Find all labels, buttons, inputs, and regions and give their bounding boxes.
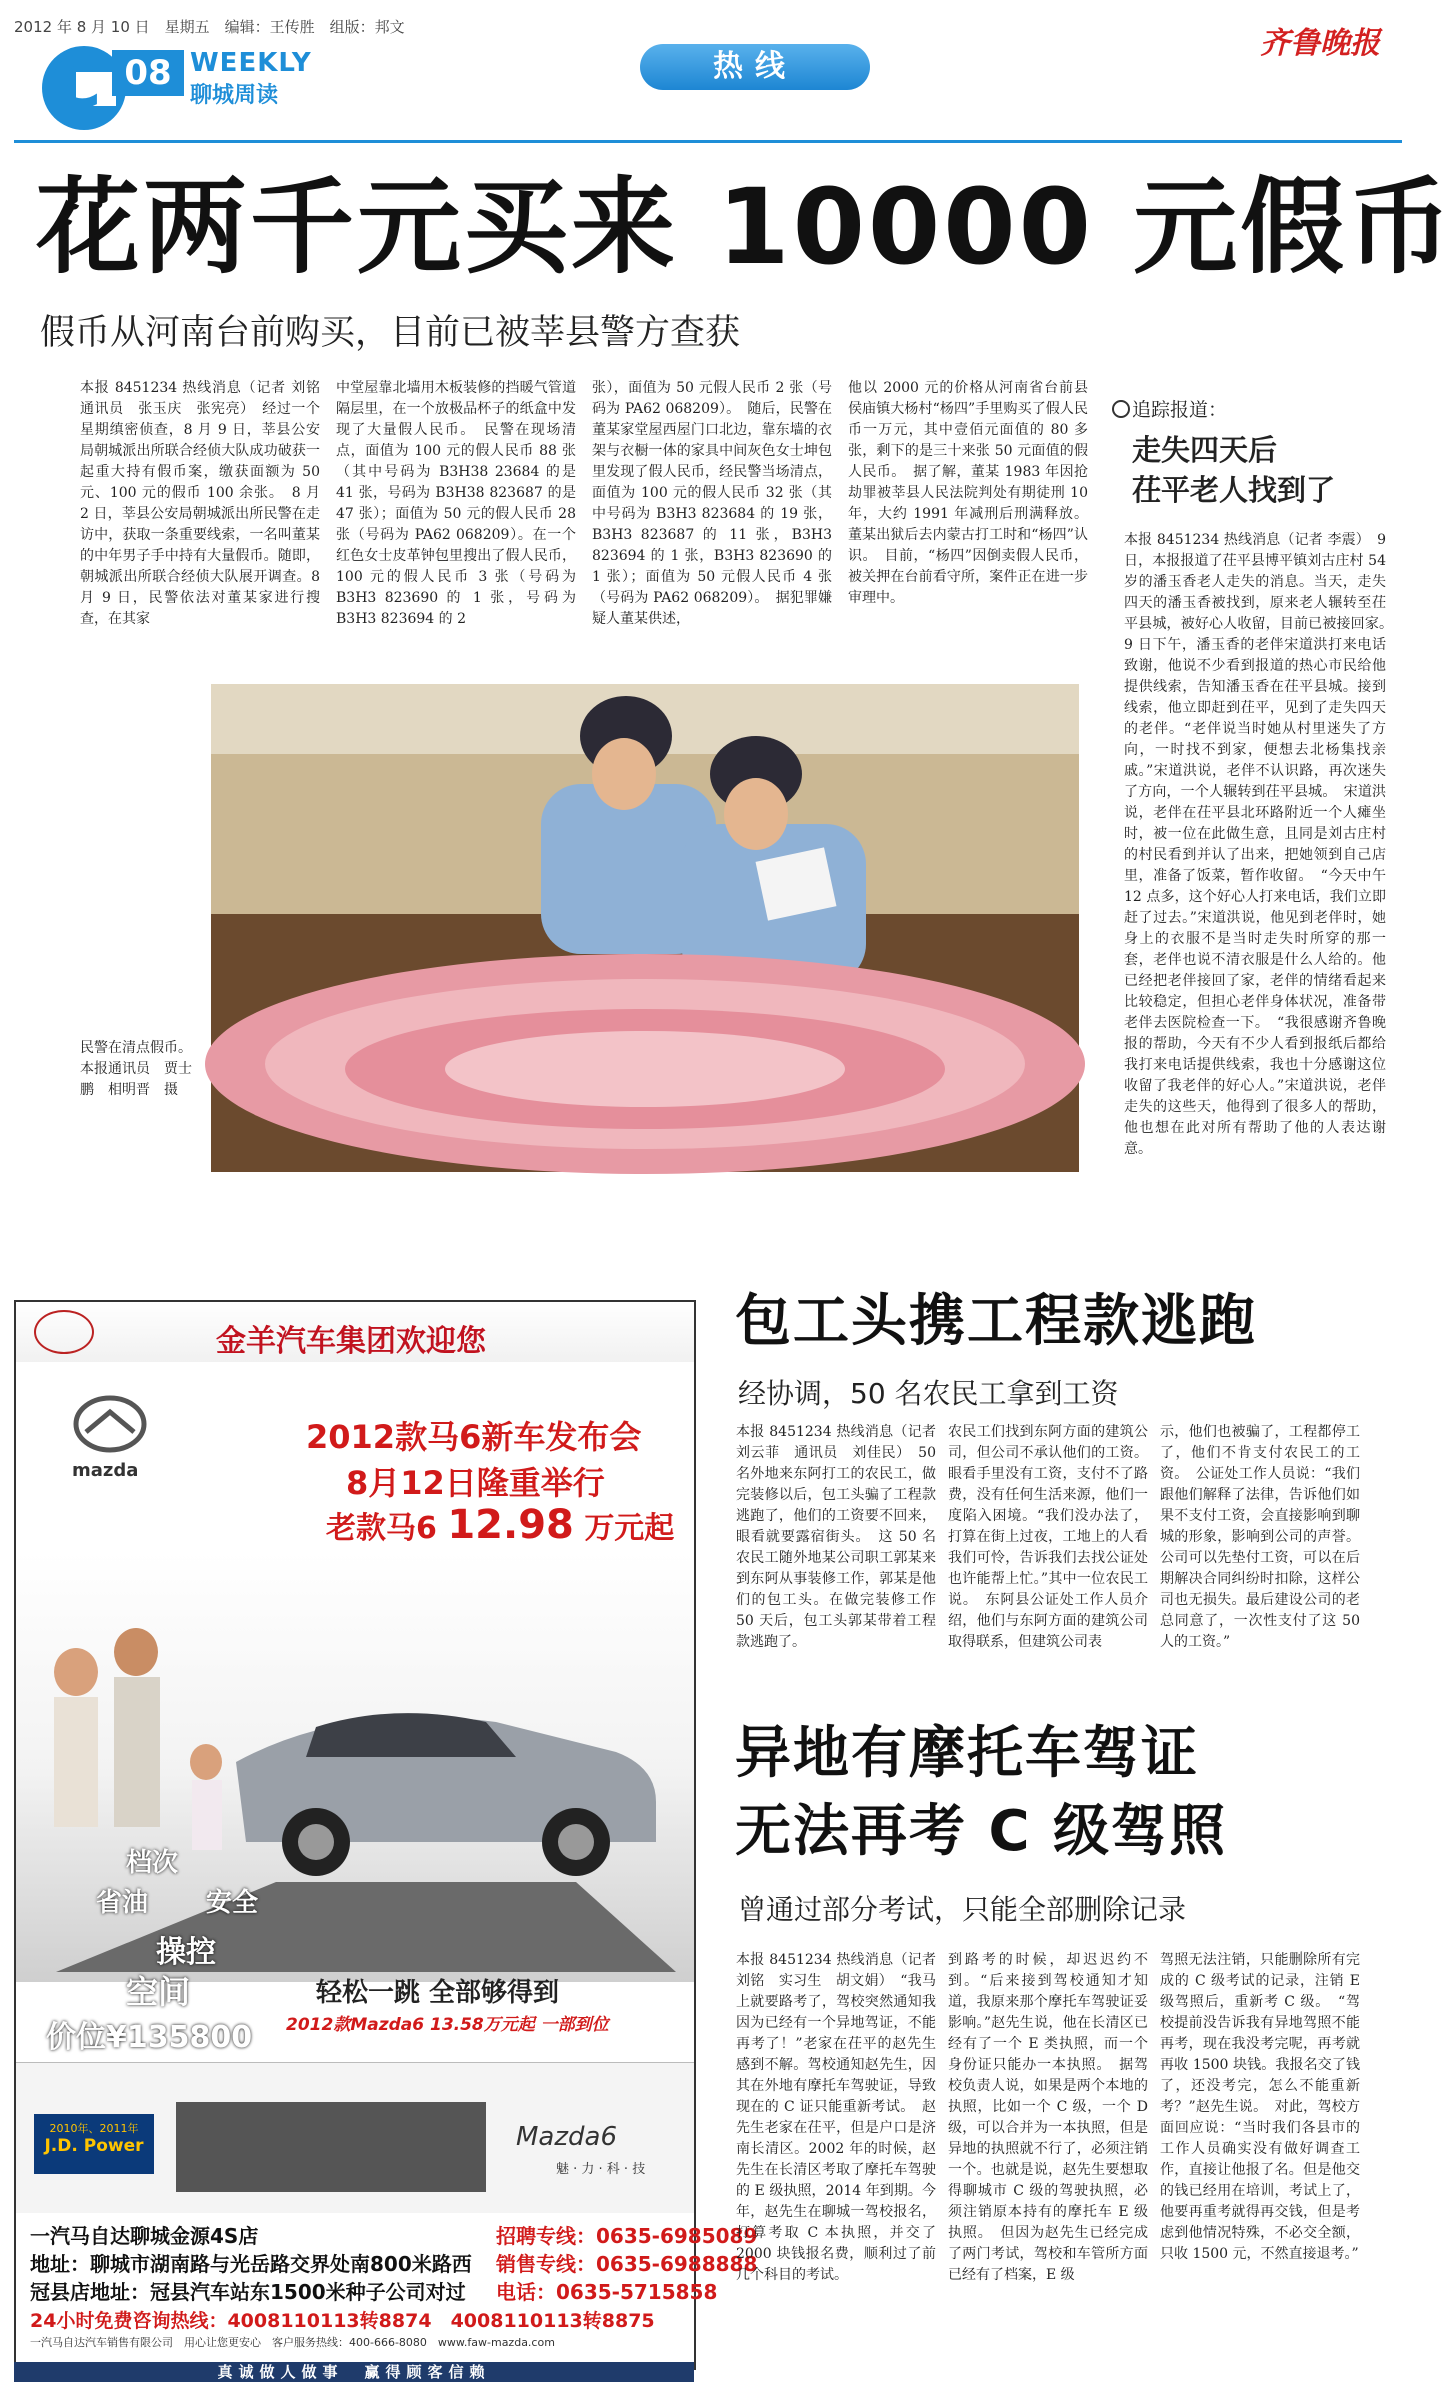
weekly-sub-label: 聊城周读 [190, 83, 279, 108]
section-number: 08 [112, 50, 184, 96]
weekly-label: WEEKLY [190, 48, 312, 78]
ad-slogan: 轻松一跳 全部够得到 [316, 1978, 560, 2008]
group-logo-icon [34, 1310, 94, 1354]
phone-recruit [496, 2220, 757, 2249]
ad-footer [30, 2334, 555, 2350]
story2-subhead: 经协调，50 名农民工拿到工资 [738, 1377, 1119, 1410]
footer-company: 一汽马自达汽车销售有限公司 [30, 2336, 173, 2349]
section-logo-letter: C [50, 42, 102, 124]
hotline-2: 4008110113转8875 [450, 2310, 655, 2332]
phone-store-value: 0635-5715858 [556, 2280, 718, 2304]
story1-column-1: 本报 8451234 热线消息（记者 刘铭 通讯员 张玉庆 张宪亮） 经过一个星期缜密侦查，8 月 9 日，莘县公安局朝城派出所联合经侦大队成功破获一起重大持有假币案，缴获面额为 50 元、100 元的假币 100 余张。 8 月 2 日，莘县公安局朝城派出所民警在走访中，获取一条重要线索，一名叫董某的中年男子手中持有大量假币。随即，朝城派出所联合经侦大队展开调查。8 月 9 日，民警依法对董某家进行搜查，在其家 [80, 380, 334, 627]
hotline-1: 4008110113转8874 [227, 2310, 432, 2332]
story1-headline: 花两千元买来 10000 元假币 [36, 166, 1454, 288]
hop-price: 价位¥135800 [46, 2020, 253, 2055]
ad-price-line [326, 1502, 674, 1548]
hop-word-4: 操控 [156, 1935, 216, 1970]
interior-photos [176, 2102, 486, 2192]
phone-sales-label: 销售专线： [496, 2252, 596, 2276]
phone-sales-value: 0635-6988888 [596, 2252, 758, 2276]
phone-store-label: 电话： [496, 2280, 556, 2304]
story3-subhead: 曾通过部分考试，只能全部删除记录 [738, 1893, 1187, 1926]
phone-sales [496, 2248, 757, 2277]
story3-headline-line-2: 无法再考 C 级驾照 [735, 1799, 1228, 1864]
story3-headline-line-1: 异地有摩托车驾证 [735, 1721, 1199, 1786]
hop-word-5: 空间 [126, 1973, 191, 2011]
header-divider [14, 140, 1402, 143]
ad-group-name: 金羊汽车集团欢迎您 [216, 1324, 486, 1359]
story2-column-1: 本报 8451234 热线消息（记者 刘云菲 通讯员 刘佳民） 50 名外地来东阿打工的农民工，做完装修以后，包工头骗了工程款逃跑了，他们的工资要不回来，眼看就要露宿街头。 这 50 名农民工随外地某公司职工郭某来到东阿从事装修工作，郭某是他们的包工头。在做完装修工作 50 天后，包工头郭某带着工程款逃跑了。 [736, 1424, 950, 1650]
sidebar-kicker: 追踪报道： [1132, 399, 1228, 421]
mazda6-wordmark: Mazda6 [516, 2122, 617, 2152]
jd-power-badge [34, 2114, 154, 2174]
story2-headline: 包工头携工程款逃跑 [735, 1289, 1257, 1354]
mazda-advertisement [14, 1300, 758, 2370]
ad-slogan-sub: 2012款Mazda6 13.58万元起 一部到位 [286, 2015, 609, 2035]
ad-price-prefix: 老款马6 [326, 1511, 437, 1546]
hop-word-3: 安全 [206, 1888, 259, 1918]
story3-column-3: 驾照无法注销，只能删除所有完成的 C 级考试的记录，注销 E 级驾照后，重新考 C 级。 “驾校提前没告诉我有异地驾照不能再考，现在我没考完呢，再考就再收 1500 块钱。我报名交了钱了，还没考完，怎么不能重新考？”赵先生说。 对此，驾校方面回应说：“当时我们各县市的工作人员确实没有做好调查工作，直接让他报了名。但是他交的钱已经用在培训，考试上了，他要再重考就得再交钱，但是考虑到他情况特殊，不必交全额，只收 1500 元，不然直接退考。” [1160, 1952, 1360, 2262]
ad-price-value: 12.98 [447, 1502, 574, 1548]
story1-column-2: 中堂屋靠北墙用木板装修的挡暖气管道隔层里，在一个放极品杯子的纸盒中发现了大量假人民币。 民警在现场清点，面值为 100 元的假人民币 88 张（其中号码为 B3H38 23684 的是 41 张，号码为 B3H38 823687 的是 47 张）；面值为 50 元的假人民币 28 张（号码为 PA62 068209）。在一个红色女士皮革钟包里搜出了假人民币，100 元的假人民币 3 张（号码为 B3H3 823690 的 1 张，号码为 B3H3 823694 的 2 [336, 380, 576, 627]
ad-price-suffix: 万元起 [584, 1511, 675, 1546]
sidebar-title [1132, 430, 1335, 510]
sidebar-title-line-2: 茌平老人找到了 [1132, 473, 1336, 507]
jd-power-label: J.D. Power [44, 2136, 144, 2156]
ad-launch-line-1: 2012款马6新车发布会 [306, 1418, 642, 1456]
story1-column-4: 他以 2000 元的价格从河南省台前县侯庙镇大杨村“杨四”手里购买了假人民币一万元，其中壹佰元面值的 80 多张，剩下的是三十来张 50 元面值的假人民币。 据了解，董某 1983 年因抢劫罪被莘县人民法院判处有期徒刑 10 年，大约 1991 年减刑后刑满释放。董某出狱后去内蒙古打工时和“杨四”认识。 目前，“杨四”因倒卖假人民币，被关押在台前看守所，案件正在进一步审理中。 [848, 380, 1088, 606]
story2-column-2: 农民工们找到东阿方面的建筑公司，但公司不承认他们的工资。眼看手里没有工资，支付不了路费，没有任何生活来源，他们一度陷入困境。“我们没办法了，打算在街上过夜，工地上的人看我们可怜，告诉我们去找公证处也许能帮上忙。”其中一位农民工说。 东阿县公证处工作人员介绍，他们与东阿方面的建筑公司取得联系，但建筑公司表 [948, 1424, 1148, 1650]
police-counting-money-photo [211, 684, 1079, 1172]
story2-column-3: 示，他们也被骗了，工程都停工了，他们不肯支付农民工的工资。 公证处工作人员说：“我们跟他们解释了法律，告诉他们如果不支付工资，会直接影响到聊城的形象，影响到公司的声誉。公司可以先垫付工资，可以在后期解决合同纠纷时扣除，这样公司也无损失。最后建设公司的老总同意了，一次性支付了这 50 人的工资。” [1160, 1424, 1360, 1650]
jd-power-year: 2010年、2011年 [49, 2122, 139, 2135]
ad-launch-line-2: 8月12日隆重举行 [346, 1464, 605, 1502]
hop-word-2: 省油 [96, 1888, 149, 1918]
mazda6-tagline: 魅 · 力 · 科 · 技 [556, 2162, 646, 2177]
phone-recruit-label: 招聘专线： [496, 2224, 596, 2248]
footer-tagline: 用心让您更安心 [184, 2336, 261, 2349]
story3-column-2: 到路考的时候，却迟迟约不到。“后来接到驾校通知才知道，我原来那个摩托车驾驶证妥影响。”赵先生说，他在长清区已经有了一个 E 类执照，而一个身份证只能办一本执照。 据驾校负责人说，如果是两个本地的执照，比如一个 C 级，一个 D 级，可以合并为一本执照，但是异地的执照就不行了，必须注销一个。也就是说，赵先生要想取得聊城市 C 级的驾驶执照，必须注销原本持有的摩托车 E 级执照。 但因为赵先生已经完成了两门考试，驾校和车管所方面已经有了档案，E 级 [948, 1952, 1148, 2283]
hotline-label: 24小时免费咨询热线： [30, 2310, 228, 2332]
newspaper-masthead: 齐鲁晚报 [1260, 26, 1380, 61]
phone-recruit-value: 0635-6985089 [596, 2224, 758, 2248]
photo-caption: 民警在清点假币。 本报通讯员 贾士鹏 相明晋 摄 [80, 1040, 199, 1098]
header-meta: 2012 年 8 月 10 日 星期五 编辑：王传胜 组版：邦文 [14, 18, 405, 36]
ad-bottom-slogan: 真诚做人做事 赢得顾客信赖 [14, 2362, 694, 2382]
footer-service: 客户服务热线：400-666-8080 www.faw-mazda.com [272, 2336, 555, 2349]
story3-column-1: 本报 8451234 热线消息（记者 刘铭 实习生 胡文娟） “我马上就要路考了，驾校突然通知我因为已经有一个异地驾证，不能再考了！”老家在茌平的赵先生感到不解。驾校通知赵先生，因其在外地有摩托车驾驶证，导致现在的 C 证只能重新考试。 赵先生老家在茌平，但是户口是济南长清区。2002 年的时候，赵先生在长清区考取了摩托车驾驶的 E 级执照，2014 年到期。今年，赵先生在聊城一驾校报名，打算考取 C 本执照，并交了 2000 块钱报名费，顺利过了前几个科目的考试。 [736, 1952, 950, 2283]
hotline-row [30, 2306, 655, 2333]
section-topic-band: 热线 [640, 44, 870, 90]
dealer-name: 一汽马自达聊城金源4S店 [30, 2224, 259, 2248]
phone-store [496, 2276, 717, 2305]
hop-word-1: 档次 [126, 1848, 179, 1878]
kicker-bullet-icon [1112, 400, 1130, 418]
dealer-address-1: 地址：聊城市湖南路与光岳路交界处南800米路西 [30, 2252, 472, 2276]
sidebar-title-line-1: 走失四天后 [1132, 433, 1278, 467]
sidebar-body: 本报 8451234 热线消息（记者 李震） 9 日，本报报道了茌平县博平镇刘古庄村 54 岁的潘玉香老人走失的消息。当天，走失四天的潘玉香被找到，原来老人辗转至茌平县城，被好心人收留，目前已被接回家。 9 日下午，潘玉香的老伴宋道洪打来电话致谢，他说不少看到报道的热心市民给他提供线索，告知潘玉香在茌平县城。接到线索，他立即赶到茌平，见到了走失四天的老伴。“老伴说当时她从村里迷失了方向，一时找不到家，便想去北杨集找亲戚。”宋道洪说，老伴不认识路，再次迷失了方向，一个人辗转到茌平县城。 宋道洪说，老伴在茌平县北环路附近一个人瘫坐时，被一位在此做生意，且同是刘古庄村的村民看到并认了出来，把她领到自己店里，准备了饭菜，暂作收留。 “今天中午 12 点多，这个好心人打来电话，我们立即赶了过去。”宋道洪说，他见到老伴时，她身上的衣服不是当时走失时所穿的那一套，老伴也说不清衣服是什么人给的。他已经把老伴接回了家，老伴的情绪看起来比较稳定，但担心老伴身体状况，准备带老伴去医院检查一下。 “我很感谢齐鲁晚报的帮助，今天有不少人看到报纸后都给我打来电话提供线索，我也十分感谢这位收留了我老伴的好心人。”宋道洪说，老伴走失的这些天，他得到了很多人的帮助，他也想在此对所有帮助了他的人表达谢意。 [1124, 532, 1400, 1157]
ad-brand: mazda [72, 1460, 139, 1481]
dealer-address-2: 冠县店地址：冠县汽车站东1500米种子公司对过 [30, 2280, 466, 2304]
story1-subhead: 假币从河南台前购买，目前已被莘县警方查获 [40, 313, 741, 353]
story1-column-3: 张），面值为 50 元假人民币 2 张（号码为 PA62 068209）。 随后，民警在董某家堂屋西屋门口北边，靠东墙的衣架与衣橱一体的家具中间灰色女士坤包里发现了假人民币，经民警当场清点，面值为 100 元的假人民币 32 张（其中号码为 B3H3 823684 的 19 张，B3H3 823687 的 11 张，B3H3 823694 的 1 张，B3H3 823690 的 1 张）；面值为 50 元假人民币 4 张（号码为 PA62 068209）。 据犯罪嫌疑人董某供述， [592, 380, 832, 627]
